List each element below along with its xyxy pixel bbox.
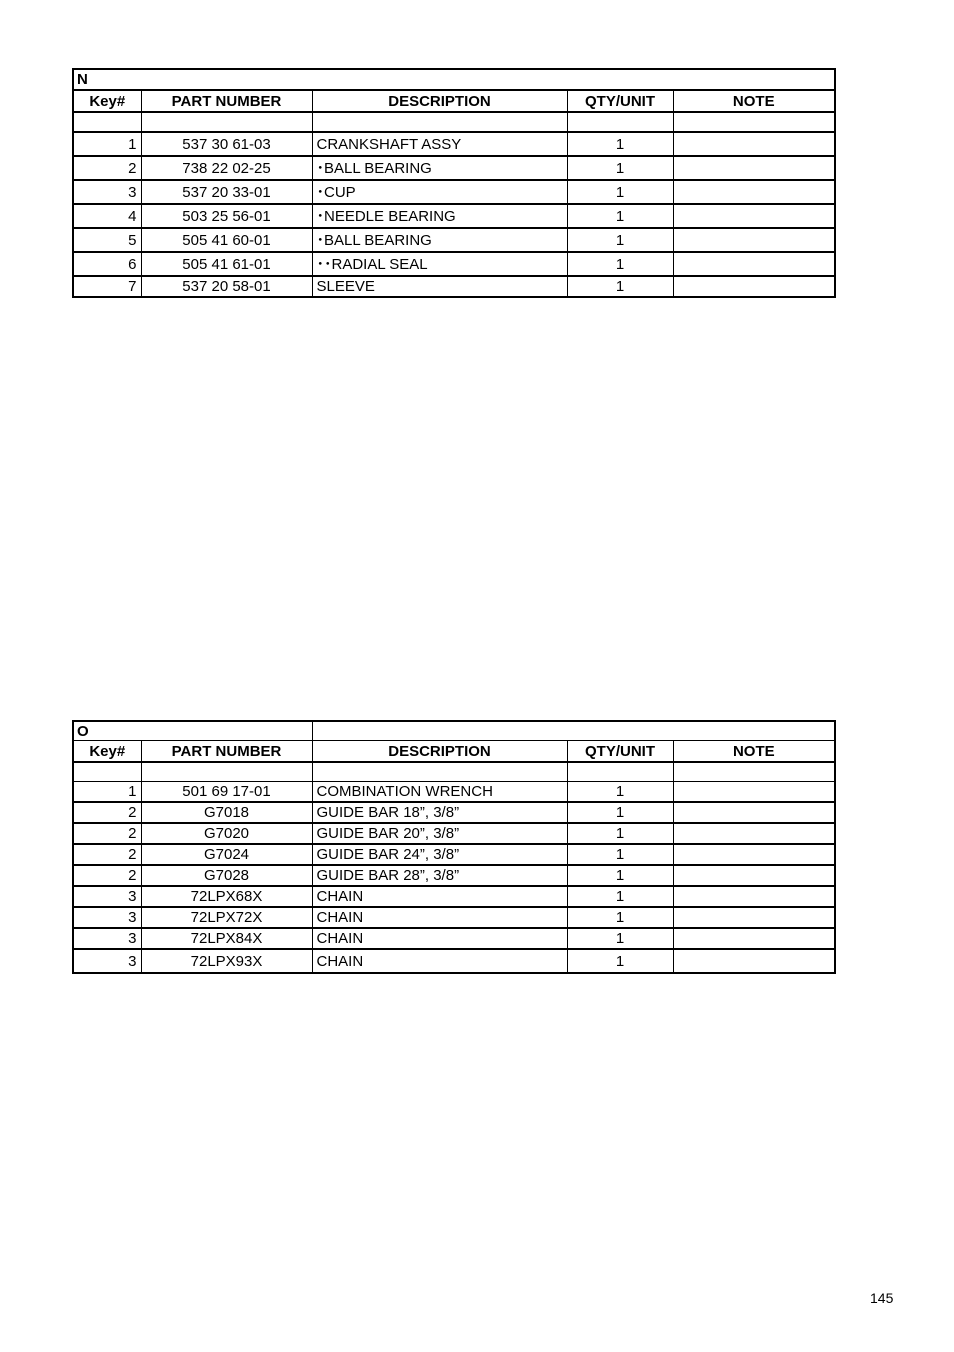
qty-cell: 1 — [567, 844, 673, 865]
note-cell — [673, 907, 835, 928]
qty-cell: 1 — [567, 228, 673, 252]
key-cell: 2 — [73, 844, 141, 865]
description-cell: CHAIN — [312, 886, 567, 907]
column-header-qty: QTY/UNIT — [567, 90, 673, 112]
part-number-cell: 72LPX72X — [141, 907, 312, 928]
description-cell: ･･RADIAL SEAL — [312, 252, 567, 276]
description-cell: CRANKSHAFT ASSY — [312, 132, 567, 156]
description-cell: SLEEVE — [312, 276, 567, 297]
qty-cell: 1 — [567, 782, 673, 803]
column-header-note: NOTE — [673, 90, 835, 112]
column-header-note: NOTE — [673, 741, 835, 763]
description-cell: GUIDE BAR 24”, 3/8” — [312, 844, 567, 865]
column-header-key: Key# — [73, 741, 141, 763]
key-cell: 1 — [73, 782, 141, 803]
table-row — [73, 865, 835, 886]
key-cell: 2 — [73, 865, 141, 886]
qty-cell: 1 — [567, 180, 673, 204]
note-cell — [673, 949, 835, 973]
qty-cell: 1 — [567, 823, 673, 844]
blank-row — [73, 762, 835, 782]
qty-cell: 1 — [567, 886, 673, 907]
key-cell: 6 — [73, 252, 141, 276]
part-number-cell: G7028 — [141, 865, 312, 886]
note-cell — [673, 252, 835, 276]
section-letter: O — [73, 721, 312, 741]
part-number-cell: G7024 — [141, 844, 312, 865]
description-cell: GUIDE BAR 28”, 3/8” — [312, 865, 567, 886]
part-number-cell: 537 30 61-03 — [141, 132, 312, 156]
qty-cell: 1 — [567, 928, 673, 949]
key-cell: 3 — [73, 886, 141, 907]
part-number-cell: G7018 — [141, 802, 312, 823]
table-row — [73, 228, 835, 252]
table-row — [73, 132, 835, 156]
part-number-cell: 503 25 56-01 — [141, 204, 312, 228]
part-number-cell: 505 41 60-01 — [141, 228, 312, 252]
key-cell: 3 — [73, 180, 141, 204]
note-cell — [673, 823, 835, 844]
table-row — [73, 844, 835, 865]
table-title-row — [73, 721, 835, 741]
key-cell: 3 — [73, 907, 141, 928]
key-cell: 1 — [73, 132, 141, 156]
description-cell: ･BALL BEARING — [312, 156, 567, 180]
table-row — [73, 180, 835, 204]
column-header-key: Key# — [73, 90, 141, 112]
note-cell — [673, 802, 835, 823]
header-row — [73, 90, 835, 112]
note-cell — [673, 782, 835, 803]
table-row — [73, 907, 835, 928]
table-title-row — [73, 69, 835, 90]
description-cell: COMBINATION WRENCH — [312, 782, 567, 803]
part-number-cell: 72LPX93X — [141, 949, 312, 973]
table-row — [73, 949, 835, 973]
blank-row — [73, 112, 835, 132]
parts-table-o — [72, 720, 836, 974]
table-row — [73, 928, 835, 949]
table-row — [73, 802, 835, 823]
key-cell: 4 — [73, 204, 141, 228]
qty-cell: 1 — [567, 802, 673, 823]
description-cell: ･BALL BEARING — [312, 228, 567, 252]
qty-cell: 1 — [567, 156, 673, 180]
part-number-cell: 72LPX84X — [141, 928, 312, 949]
qty-cell: 1 — [567, 252, 673, 276]
note-cell — [673, 180, 835, 204]
qty-cell: 1 — [567, 949, 673, 973]
note-cell — [673, 865, 835, 886]
qty-cell: 1 — [567, 865, 673, 886]
table-row — [73, 886, 835, 907]
column-header-part-number: PART NUMBER — [141, 741, 312, 763]
parts-table-n — [72, 68, 836, 298]
table-row — [73, 276, 835, 297]
note-cell — [673, 844, 835, 865]
part-number-cell: 738 22 02-25 — [141, 156, 312, 180]
table-row — [73, 204, 835, 228]
page-number: 145 — [870, 1290, 894, 1306]
description-cell: CHAIN — [312, 928, 567, 949]
table-row — [73, 156, 835, 180]
key-cell: 3 — [73, 949, 141, 973]
note-cell — [673, 156, 835, 180]
note-cell — [673, 276, 835, 297]
qty-cell: 1 — [567, 276, 673, 297]
note-cell — [673, 228, 835, 252]
column-header-description: DESCRIPTION — [312, 741, 567, 763]
qty-cell: 1 — [567, 132, 673, 156]
key-cell: 3 — [73, 928, 141, 949]
qty-cell: 1 — [567, 204, 673, 228]
description-cell: CHAIN — [312, 949, 567, 973]
section-letter: N — [73, 69, 835, 90]
note-cell — [673, 886, 835, 907]
part-number-cell: G7020 — [141, 823, 312, 844]
part-number-cell: 505 41 61-01 — [141, 252, 312, 276]
key-cell: 5 — [73, 228, 141, 252]
description-cell: GUIDE BAR 20”, 3/8” — [312, 823, 567, 844]
column-header-description: DESCRIPTION — [312, 90, 567, 112]
part-number-cell: 537 20 33-01 — [141, 180, 312, 204]
table-row — [73, 782, 835, 803]
description-cell: ･NEEDLE BEARING — [312, 204, 567, 228]
column-header-qty: QTY/UNIT — [567, 741, 673, 763]
note-cell — [673, 204, 835, 228]
part-number-cell: 501 69 17-01 — [141, 782, 312, 803]
qty-cell: 1 — [567, 907, 673, 928]
key-cell: 7 — [73, 276, 141, 297]
note-cell — [673, 928, 835, 949]
description-cell: CHAIN — [312, 907, 567, 928]
key-cell: 2 — [73, 156, 141, 180]
key-cell: 2 — [73, 802, 141, 823]
note-cell — [673, 132, 835, 156]
table-row — [73, 252, 835, 276]
key-cell: 2 — [73, 823, 141, 844]
description-cell: GUIDE BAR 18”, 3/8” — [312, 802, 567, 823]
table-row — [73, 823, 835, 844]
part-number-cell: 72LPX68X — [141, 886, 312, 907]
part-number-cell: 537 20 58-01 — [141, 276, 312, 297]
header-row — [73, 741, 835, 763]
description-cell: ･CUP — [312, 180, 567, 204]
column-header-part-number: PART NUMBER — [141, 90, 312, 112]
